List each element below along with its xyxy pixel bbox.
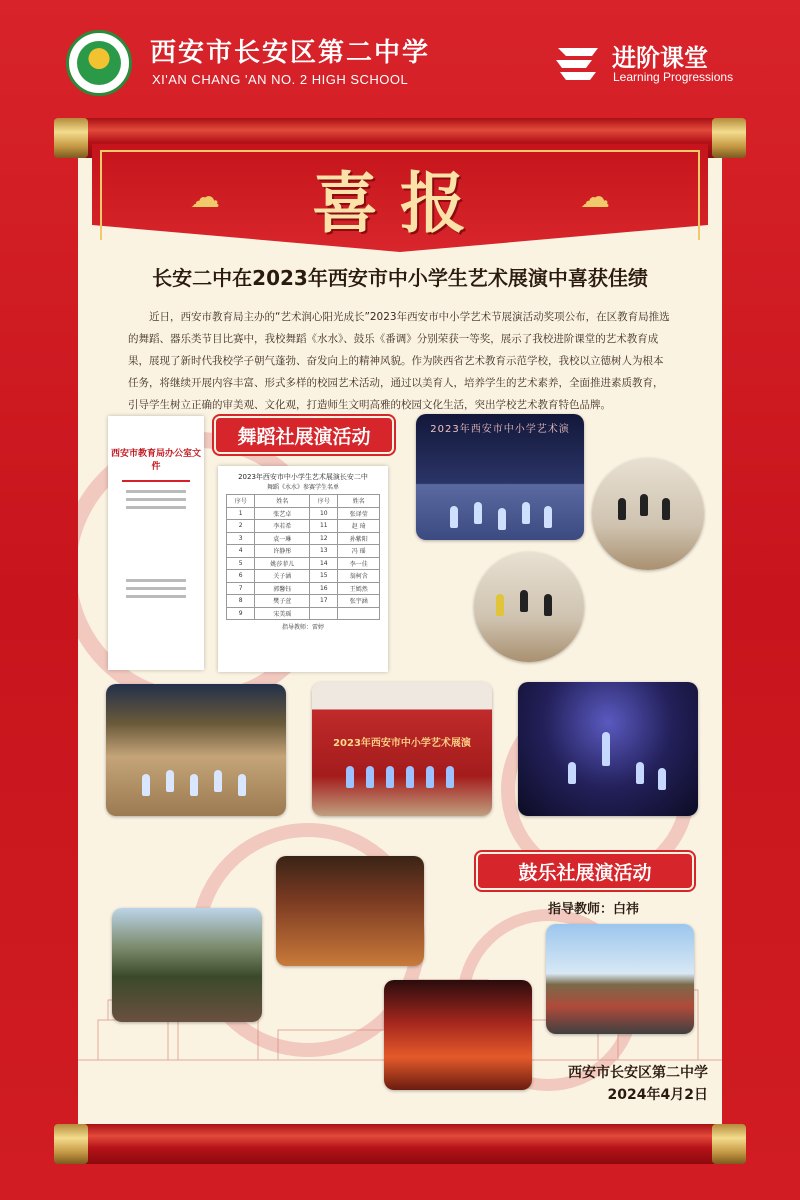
roster-cell: 袁一琳 <box>255 532 310 545</box>
roster-row <box>227 570 380 583</box>
roster-row <box>227 507 380 520</box>
signature-date: 2024年4月2日 <box>607 1087 708 1103</box>
roster-cell: 姚莎菲儿 <box>255 557 310 570</box>
roster-cell: 15 <box>310 570 338 583</box>
roster-cell: 李一佳 <box>338 557 380 570</box>
roster-cell: 14 <box>310 557 338 570</box>
drum-group-photo <box>546 924 694 1034</box>
cloud-right-icon: ☁ <box>580 180 610 215</box>
roster-cell: 郭馨钰 <box>255 582 310 595</box>
rod-cap-left-bottom <box>54 1124 88 1164</box>
roster-cell: 7 <box>227 582 255 595</box>
roster-footer: 指导教师：雷婷 <box>281 624 324 631</box>
roster-cell: 宋美瑶 <box>255 607 310 620</box>
rod-cap-right-bottom <box>712 1124 746 1164</box>
roster-cell: 赵 琦 <box>338 520 380 533</box>
scroll-rod-bottom <box>62 1124 738 1164</box>
school-name-en: XI'AN CHANG 'AN NO. 2 HIGH SCHOOL <box>152 72 409 87</box>
roster-header-cell: 姓名 <box>338 495 380 508</box>
roster-cell: 张艺卓 <box>255 507 310 520</box>
roster-row <box>227 532 380 545</box>
roster-header-cell: 序号 <box>310 495 338 508</box>
drum-teacher: 指导教师：白祎 <box>548 902 640 917</box>
stage-performance-photo <box>416 414 584 540</box>
cloud-left-icon: ☁ <box>190 180 220 215</box>
dance-section-label: 舞蹈社展演活动 <box>216 418 392 452</box>
article-intro: 近日，西安市教育局主办的“艺术润心阳光成长”2023年西安市中小学艺术节展演活动奖项公布，在区教育局推选的舞蹈、器乐类节目比赛中，我校舞蹈《水水》、鼓乐《番调》分别荣获一等奖，展示了我校进阶课堂的艺术教育成果，展现了新时代我校学子朝气蓬勃、奋发向上的精神风貌。作为陕西省艺术教育示范学校，我校以立德树人为根本任务，将继续开展内容丰富、形式多样的校园艺术活动，通过以美育人，培养学生的艺术素养，全面推进素质教育，引导学生树立正确的审美观、文化观，打造师生文明高雅的校园文化生活，突出学校艺术教育特色品牌。 <box>128 311 670 411</box>
roster-header-cell: 姓名 <box>255 495 310 508</box>
roster-cell: 11 <box>310 520 338 533</box>
roster-cell: 1 <box>227 507 255 520</box>
hall-performance-photo <box>106 684 286 816</box>
brand-name-en: Learning Progressions <box>613 70 734 84</box>
roster-header-cell: 序号 <box>227 495 255 508</box>
drum-section-label: 鼓乐社展演活动 <box>478 854 692 888</box>
roster-cell: 翁柯含 <box>338 570 380 583</box>
roster-cell <box>338 607 380 620</box>
roster-cell: 12 <box>310 532 338 545</box>
roster-cell: 李若希 <box>255 520 310 533</box>
roster-title: 2023年西安市中小学生艺术展演长安二中 <box>238 473 368 481</box>
roster-cell: 9 <box>227 607 255 620</box>
rehearsal-photo-2 <box>474 552 584 662</box>
night-stage-photo <box>518 682 698 816</box>
signature-org: 西安市长安区第二中学 <box>568 1065 708 1081</box>
roster-table <box>226 494 380 620</box>
drum-indoor-photo <box>276 856 424 966</box>
roster-cell: 6 <box>227 570 255 583</box>
roster-cell: 张宇涵 <box>338 595 380 608</box>
article-headline: 长安二中在2023年西安市中小学生艺术展演中喜获佳绩 <box>152 266 648 290</box>
banner-title: 喜报 <box>312 164 488 242</box>
school-name-cn: 西安市长安区第二中学 <box>150 38 431 68</box>
roster-cell: 8 <box>227 595 255 608</box>
roster-cell: 孙紫阳 <box>338 532 380 545</box>
roster-cell: 4 <box>227 545 255 558</box>
roster-header-row <box>227 495 380 508</box>
stage-banner-text: 2023年西安市中小学艺术演 <box>430 424 570 435</box>
roster-row <box>227 520 380 533</box>
roster-cell: 17 <box>310 595 338 608</box>
roster-row <box>227 545 380 558</box>
roster-cell: 5 <box>227 557 255 570</box>
brand-logo-icon <box>552 40 604 84</box>
brand-name-cn: 进阶课堂 <box>612 44 708 72</box>
roster-cell: 许静彤 <box>255 545 310 558</box>
roster-row <box>227 557 380 570</box>
poster-header <box>0 0 800 112</box>
roster-row <box>227 607 380 620</box>
roster-cell: 3 <box>227 532 255 545</box>
rehearsal-photo-1 <box>592 458 704 570</box>
roster-cell: 2 <box>227 520 255 533</box>
roster-cell: 冯 瑶 <box>338 545 380 558</box>
wall-banner-text: 2023年西安市中小学艺术展演 <box>333 738 471 749</box>
roster-cell <box>310 607 338 620</box>
roster-cell: 16 <box>310 582 338 595</box>
roster-cell: 王嫣然 <box>338 582 380 595</box>
school-logo <box>66 30 132 96</box>
roster-row <box>227 582 380 595</box>
roster-row <box>227 595 380 608</box>
roster-cell: 13 <box>310 545 338 558</box>
dance-roster <box>218 466 388 672</box>
roster-cell: 10 <box>310 507 338 520</box>
drum-outdoor-photo <box>112 908 262 1022</box>
group-banner-photo <box>312 682 492 816</box>
roster-cell: 樊子萱 <box>255 595 310 608</box>
document-header: 西安市教育局办公室文件 <box>110 449 201 472</box>
official-document <box>108 416 204 670</box>
roster-cell: 关子涵 <box>255 570 310 583</box>
roster-subtitle: 舞蹈《水水》参赛学生名单 <box>266 484 339 491</box>
roster-cell: 张译莹 <box>338 507 380 520</box>
